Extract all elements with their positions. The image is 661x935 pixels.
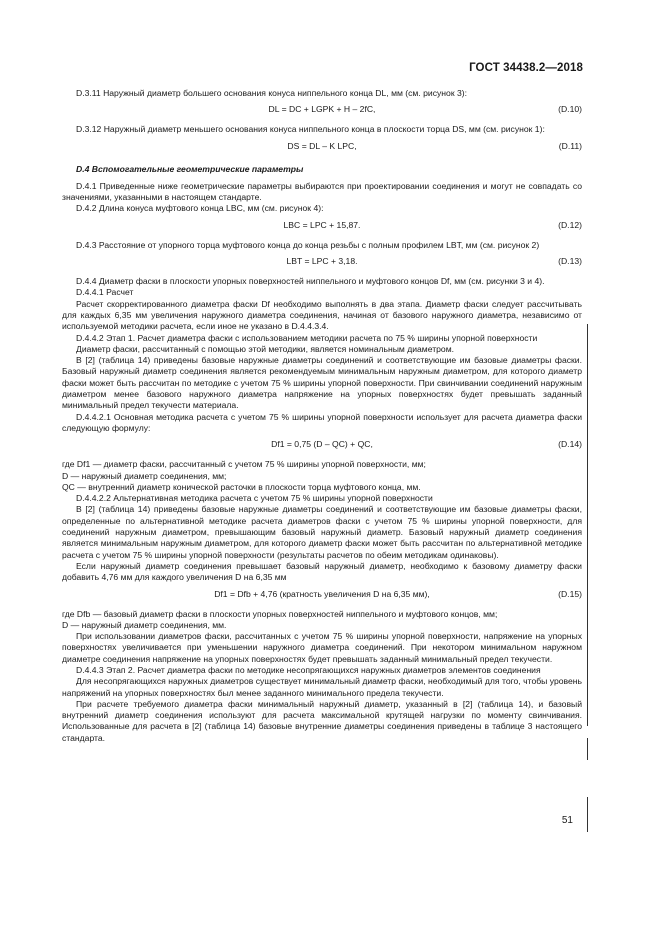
definition-line: D — наружный диаметр соединения, мм; (62, 470, 227, 481)
paragraph: Для несопрягающихся наружных диаметров существует минимальный диаметр фаски, необходимый для того, чтобы уровень напряжений на упорных поверхностях был менее заданного минимального предела текучести. (62, 676, 582, 698)
change-bar (587, 797, 588, 832)
paragraph: D.4.4.2.1 Основная методика расчета с учетом 75 % ширины упорной поверхности использует для расчета диаметра фаски следующую формулу: (62, 411, 582, 433)
paragraph: D.4.4.3 Этап 2. Расчет диаметра фаски по методике несопрягающихся наружных диаметров элементов соединения (76, 664, 541, 675)
section-heading: D.4 Вспомогательные геометрические параметры (76, 163, 304, 174)
equation-formula: LBC = LPC + 15,87. (283, 219, 361, 230)
equation (62, 104, 582, 118)
equation (62, 141, 582, 155)
equation-number: (D.13) (558, 256, 582, 267)
definition-line: D — наружный диаметр соединения, мм. (62, 619, 227, 630)
paragraph: D.4.4.1 Расчет (76, 287, 134, 298)
paragraph: При использовании диаметров фаски, рассчитанных с учетом 75 % ширины упорной поверхности, напряжение на упорных поверхностях увеличивается при уменьшении наружного диаметра соединений. При некотором минимальном наружном диаметре соединения напряжение на упорных поверхностях будет превышать заданный минимальный предел текучести. (62, 631, 582, 664)
change-bar (587, 324, 588, 726)
paragraph: В [2] (таблица 14) приведены базовые наружные диаметры соединений и соответствующие им базовые диаметры фаски. Базовый наружный диаметр соединения является рекомендуемым минимальным наружным диаметром, для которого диаметр фаски может быть рассчитан по методике с учетом 75 % ширины упорной поверхности. При свинчивании соединений наружным диаметром менее базового наружного диаметра напряжение на упорных поверхностях будет превышать заданный минимальный предел текучести материала. (62, 355, 582, 411)
equation-number: (D.15) (558, 588, 582, 599)
paragraph: D.4.4.2 Этап 1. Расчет диаметра фаски с использованием методики расчета по 75 % ширины упорной поверхности (76, 332, 538, 343)
equation-formula: DL = DC + LGPK + H – 2fC, (268, 104, 376, 115)
paragraph: D.4.4.2.2 Альтернативная методика расчета с учетом 75 % ширины упорной поверхности (76, 493, 433, 504)
equation-number: (D.12) (558, 219, 582, 230)
paragraph: Если наружный диаметр соединения превышает базовый наружный диаметр, необходимо к базовому диаметру фаски добавить 4,76 мм для каждого увеличения D на 6,35 мм (62, 560, 582, 583)
paragraph: D.4.2 Длина конуса муфтового конца LBC, мм (см. рисунок 4): (76, 203, 324, 214)
definition-line: QC — внутренний диаметр конической расточки в плоскости торца муфтового конца, мм. (62, 481, 421, 492)
paragraph: Диаметр фаски, рассчитанный с помощью этой методики, является номинальным диаметром. (76, 343, 454, 354)
paragraph: D.3.12 Наружный диаметр меньшего основания конуса ниппельного конца в плоскости торца DS, мм (см. рисунок 1): (76, 124, 545, 135)
equation-number: (D.11) (558, 140, 582, 151)
paragraph: D.4.1 Приведенные ниже геометрические параметры выбираются при проектировании соединения и могут не совпадать со значениями, указанными в настоящем стандарте. (62, 180, 582, 203)
equation-formula: DS = DL – K LPC, (287, 140, 357, 151)
paragraph: При расчете требуемого диаметра фаски минимальный наружный диаметр, указанный в [2] (таблица 14), и базовый внутренний диаметр соединения используют для расчета максимальной крутящей нагрузки по моменту свинчивания. Использованные для расчета в [2] (таблица 14) базовые внутренние диаметры соединения приведены в таблице 3 настоящего стандарта. (62, 698, 582, 743)
paragraph: В [2] (таблица 14) приведены базовые наружные диаметры соединений и соответствующие им базовые диаметры фаски, определенные по альтернативной методике расчета диаметров фаски с учетом 75 % ширины упорной поверхности, для соединений наружным диаметром, превышающим базовый наружный диаметр. Базовый наружный диаметр соединения является минимальным наружным диаметром, для которого диаметр фаски может быть рассчитан по альтернативной методике расчета с учетом 75 % ширины упорной поверхности (результаты расчетов по обеим методикам одинаковы). (62, 504, 582, 560)
equation (62, 220, 582, 234)
definition-line: где Df1 — диаметр фаски, рассчитанный с учетом 75 % ширины упорной поверхности, мм; (62, 459, 426, 470)
equation-number: (D.10) (558, 104, 582, 115)
change-bar (587, 738, 588, 760)
standard-header: ГОСТ 34438.2—2018 (469, 62, 583, 74)
equation-formula: Df1 = 0,75 (D – QC) + QC, (271, 439, 373, 450)
document-body (62, 88, 582, 744)
equation (62, 439, 582, 453)
equation (62, 589, 582, 603)
equation-formula: Df1 = Dfb + 4,76 (кратность увеличения D на 6,35 мм), (214, 588, 430, 599)
paragraph: D.4.4 Диаметр фаски в плоскости упорных поверхностей ниппельного и муфтового концов Df, мм (см. рисунки 3 и 4). (76, 276, 545, 287)
paragraph: D.3.11 Наружный диаметр большего основания конуса ниппельного конца DL, мм (см. рисунок 3): (76, 88, 467, 98)
definition-line: где Dfb — базовый диаметр фаски в плоскости упорных поверхностей ниппельного и муфтового концов, мм; (62, 608, 498, 619)
paragraph: Расчет скорректированного диаметра фаски Df необходимо выполнять в два этапа. Диаметр фаски следует рассчитывать для каждых 6,35 мм увеличения наружного диаметра соединения, начиная от базового наружного диаметра, независимо от используемой методики расчета, если иное не указано в D.4.4.3.4. (62, 298, 582, 332)
paragraph: D.4.3 Расстояние от упорного торца муфтового конца до конца резьбы с полным профилем LBT, мм (см. рисунок 2) (76, 239, 540, 250)
equation-formula: LBT = LPC + 3,18. (286, 256, 358, 267)
page-number: 51 (561, 815, 573, 826)
equation (62, 256, 582, 270)
equation-number: (D.14) (558, 439, 582, 450)
